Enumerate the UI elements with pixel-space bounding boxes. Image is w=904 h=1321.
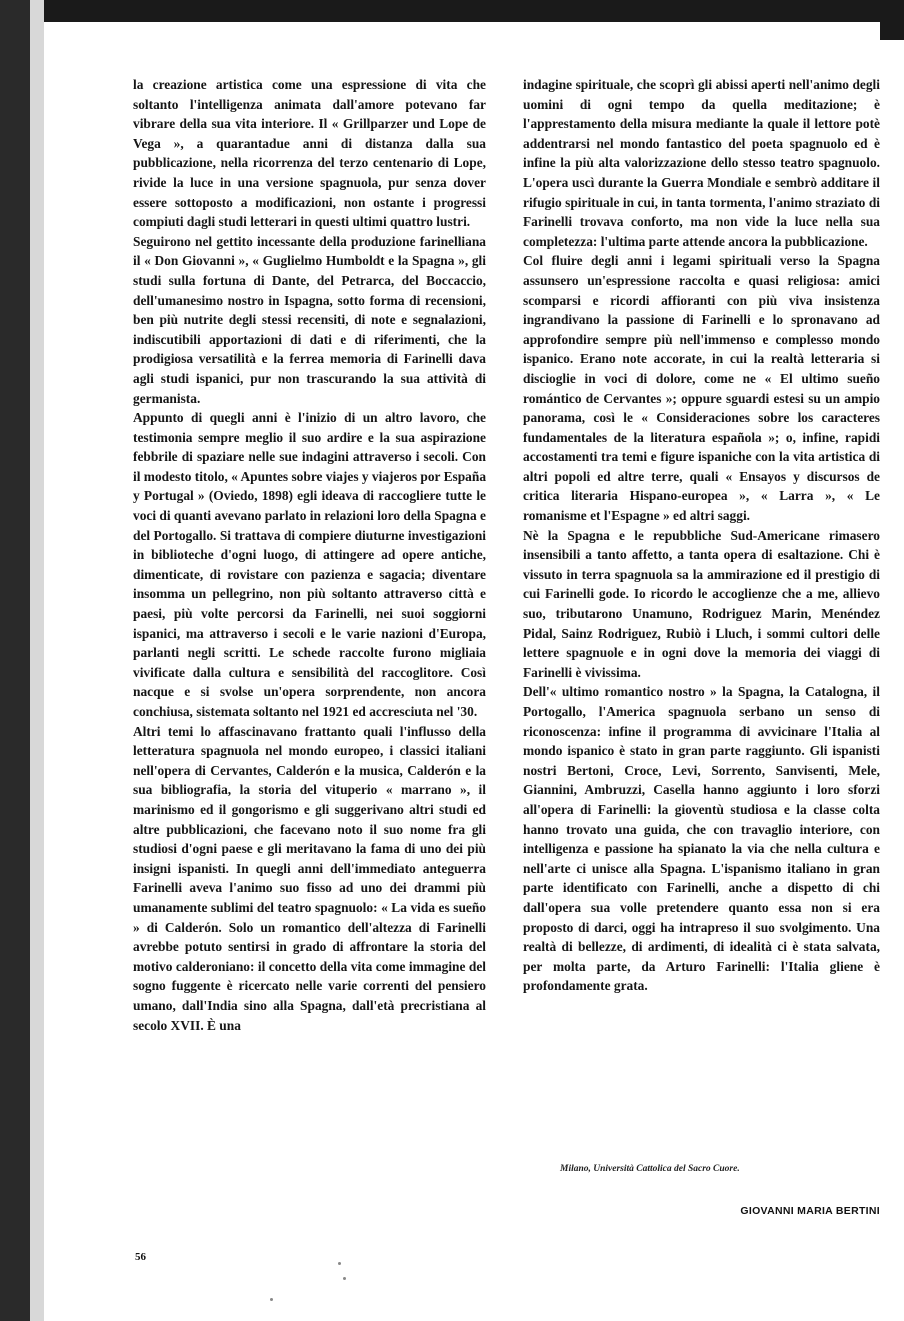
paragraph: Nè la Spagna e le repubbliche Sud-Americane rimasero insensibili a tanto affetto, a tanta opera di esaltazione. Chi è vissuto in terra spagnuola sa la ammirazione ed il prestigio di cui Farinelli gode. Io ricordo le accoglienze che a me, allievo suo, tributarono Unamuno, Rodriguez Marin, Menéndez Pidal, Sainz Rodriguez, Rubiò i Lluch, i sommi cultori delle lettere spagnuole e in ogni dove la memoria dei viaggi di Farinelli è vivissima. [523,527,880,680]
scan-right-corner [880,0,904,40]
signature-place: Milano, Università Cattolica del Sacro Cuore. [560,1164,740,1174]
scan-speck [343,1277,346,1280]
scan-speck [270,1298,273,1301]
paragraph: Dell'« ultimo romantico nostro » la Spagna, la Catalogna, il Portogallo, l'America spagnuola serbano un senso di riconoscenza: infine il programma di avvicinare l'Italia al mondo ispanico è stato in gran parte raggiunto. Gli ispanisti nostri Bertoni, Croce, Levi, Sorrento, Sanvisenti, Mele, Giannini, Ambruzzi, Casella hanno aggiunto i loro sforzi all'opera di Farinelli: la gioventù studiosa e la classe colta hanno trovato una guida, che con travaglio interiore, con intelligenza e passione ha spianato la via che nella cultura e nell'arte ci unisce alla Spagna. L'ispanismo italiano in gran parte identificato con Farinelli, anche a dispetto di chi dall'opera sua volle pretendere quanto essa non si era proposto di darci, oggi ha intrapreso il suo svolgimento. Una realtà di bellezze, di ardimenti, di idealità ci è stata salvata, per molta parte, da Arturo Farinelli: l'Italia gliene è profondamente grata. [523,684,880,994]
paragraph: Altri temi lo affascinavano frattanto quali l'influsso della letteratura spagnuola nel mondo europeo, i classici italiani nell'opera di Cervantes, Calderón e la musica, Calderón e la sua bibliografia, la storia del vituperio « marrano », il marinismo ed il gongorismo e gli suggerivano altri studi ed altre pubblicazioni, che facevano noto il suo nome fra gli studiosi d'ogni paese e gli meritavano la fama di uno dei più insigni ispanisti. In quegli anni dell'immediato anteguerra Farinelli aveva l'animo suo fisso ad uno dei drammi più umanamente sublimi del teatro spagnuolo: « La vida es sueño » di Calderón. Solo un romantico dell'altezza di Farinelli avrebbe potuto sentirsi in grado di affrontare la storia del motivo calderoniano: il concetto della vita come immagine del sogno fuggente è ricercato nelle varie correnti del pensiero umano, dall'India sino alla Spagna, dall'età precristiana al secolo XVII. È una [133,723,486,1033]
paragraph: Appunto di quegli anni è l'inizio di un altro lavoro, che testimonia sempre meglio il suo ardire e la sua aspirazione febbrile di spaziare nelle sue indagini attraverso i secoli. Con il modesto titolo, « Apuntes sobre viajes y viajeros por España y Portugal » (Oviedo, 1898) egli ideava di raccogliere tutte le voci di quanti avevano parlato in relazioni loro della Spagna e del Portogallo. Si trattava di compiere diuturne investigazioni in biblioteche d'ogni luogo, di attingere ad opere antiche, dimenticate, di rovistare con pazienza e sagacia; diventare insomma un pellegrino, non più soltanto attraverso città e paesi, più volte percorsi da Farinelli, nei suoi soggiorni ispanici, ma attraverso i secoli e le varie nazioni d'Europa, parlanti negli scritti. Le schede raccolte furono migliaia vivificate dalla cultura e sensibilità del raccoglitore. Così nacque e si svolse un'opera sorprendente, non ancora conchiusa, sistemata soltanto nel 1921 ed accresciuta nel '30. [133,410,487,719]
paragraph: indagine spirituale, che scoprì gli abissi aperti nell'animo degli uomini di ogni tempo da quella meditazione; è l'apprestamento della misura mediante la quale il lettore potè addentrarsi nel mondo fantastico del poeta spagnuolo ed è infine la più alta valorizzazione dello stesso teatro spagnuolo. L'opera uscì durante la Guerra Mondiale e sembrò additare il rifugio spirituale in cui, in tanta tormenta, l'animo straziato di Farinelli trovava conforto, ma non vide la luce nella sua completezza: l'ultima parte attende ancora la pubblicazione. [523,77,880,249]
scan-left-edge [0,0,30,1321]
scan-left-margin-shadow [30,0,44,1321]
scan-top-edge [0,0,904,22]
left-column [133,75,486,1035]
author-name: GIOVANNI MARIA BERTINI [740,1205,880,1217]
paragraph: la creazione artistica come una espressione di vita che soltanto l'intelligenza animata dall'amore potevano far vibrare della sua vita interiore. Il « Grillparzer und Lope de Vega », a quarantadue anni di distanza dalla sua pubblicazione, nella ricorrenza del terzo centenario di Lope, rivide la luce in una versione spagnuola, pur senza dover essere sottoposto a modificazioni, non ostante i progressi compiuti dagli studi letterari in questi ultimi quattro lustri. [133,77,486,230]
scan-speck [338,1262,341,1265]
right-column [523,75,880,996]
page-number: 56 [135,1251,146,1263]
paragraph: Col fluire degli anni i legami spirituali verso la Spagna assunsero un'espressione raccolta e quasi religiosa: amici scomparsi e ricordi affioranti con più viva insistenza ingrandivano la passione di Farinelli e lo spronavano ad approfondire sempre più nell'immenso e complesso mondo ispanico. Erano note accorate, in cui la realtà letteraria si discioglie in voci di dolore, come ne « El ultimo sueño romántico de Cervantes »; oppure sguardi estesi su un ampio panorama, così le « Consideraciones sobre los caracteres fundamentales de la literatura española »; o, infine, rapidi accostamenti tra temi e figure ispaniche con la vita artistica di altri popoli ed altre terre, quali « Ensayos y discursos de critica literaria Hispano-europea », « Larra », « Le romanisme et l'Espagne » ed altri saggi. [523,253,880,524]
paragraph: Seguirono nel gettito incessante della produzione farinelliana il « Don Giovanni », « Guglielmo Humboldt e la Spagna », gli studi sulla fortuna di Dante, del Petrarca, del Boccaccio, dell'umanesimo nostro in Ispagna, sotto forma di recensioni, ben più nutrite degli stessi recensiti, di note e segnalazioni, indiscutibili apportazioni di dati e di riferimenti, che la prodigiosa versatilità e la ferrea memoria di Farinelli dava agli studi ispanici, pur non trascurando la sua attività di germanista. [133,233,486,406]
